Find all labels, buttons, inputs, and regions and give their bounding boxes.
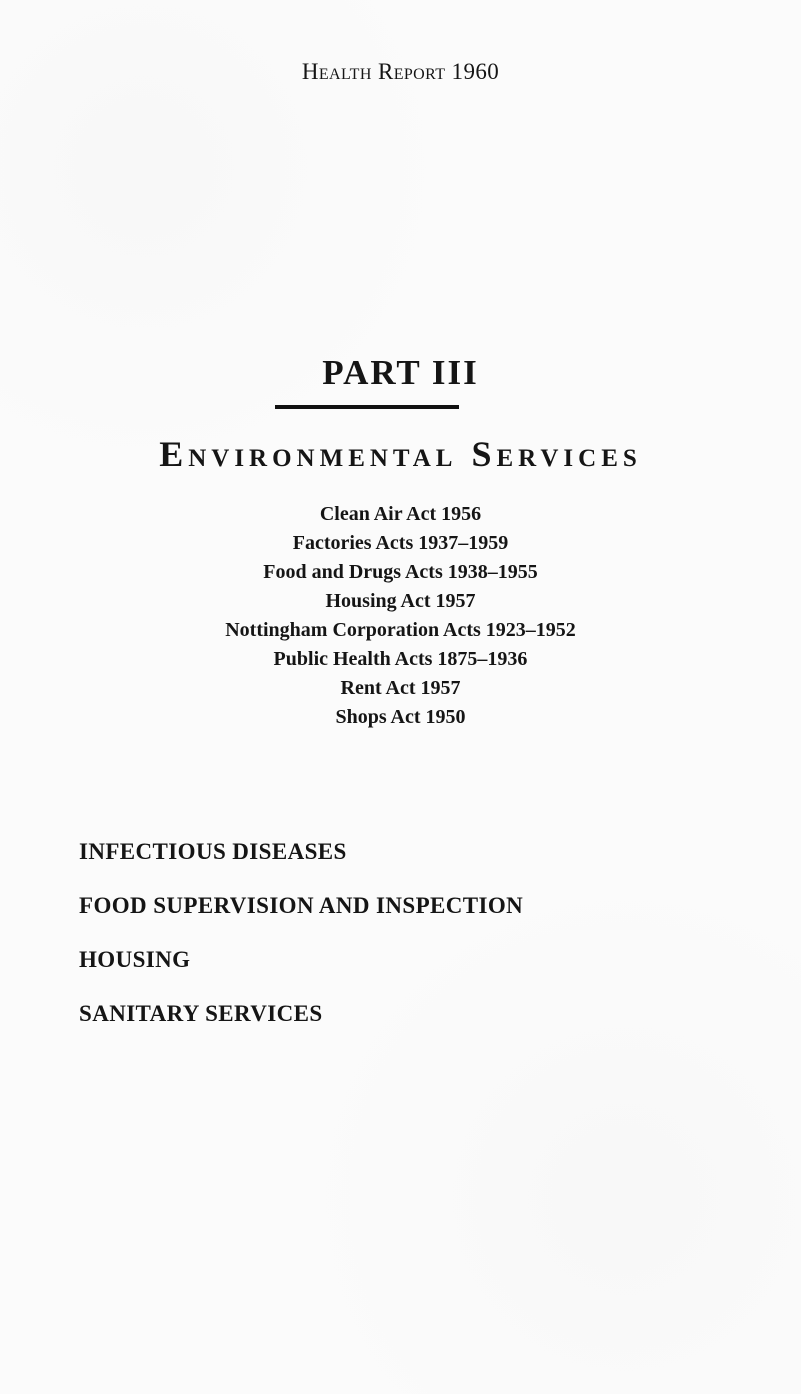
topic-item: SANITARY SERVICES — [79, 1001, 323, 1026]
act-item: Food and Drugs Acts 1938–1955 — [263, 561, 538, 583]
topic-item: FOOD SUPERVISION AND INSPECTION — [79, 893, 524, 918]
part-title: PART III — [322, 353, 479, 392]
topics-list — [79, 838, 719, 1028]
act-item: Factories Acts 1937–1959 — [292, 532, 509, 554]
act-item: Clean Air Act 1956 — [319, 503, 482, 525]
act-item: Public Health Acts 1875–1936 — [273, 648, 528, 670]
act-item: Rent Act 1957 — [340, 677, 461, 699]
part-title-underline — [275, 405, 459, 409]
acts-list — [0, 500, 801, 732]
topic-item: INFECTIOUS DISEASES — [79, 839, 347, 864]
act-item: Shops Act 1950 — [335, 706, 466, 728]
act-item: Housing Act 1957 — [325, 590, 476, 612]
running-head: Health Report 1960 — [301, 59, 500, 84]
topic-item: HOUSING — [79, 947, 191, 972]
section-title: Environmental Services — [159, 434, 642, 474]
act-item: Nottingham Corporation Acts 1923–1952 — [225, 619, 576, 641]
